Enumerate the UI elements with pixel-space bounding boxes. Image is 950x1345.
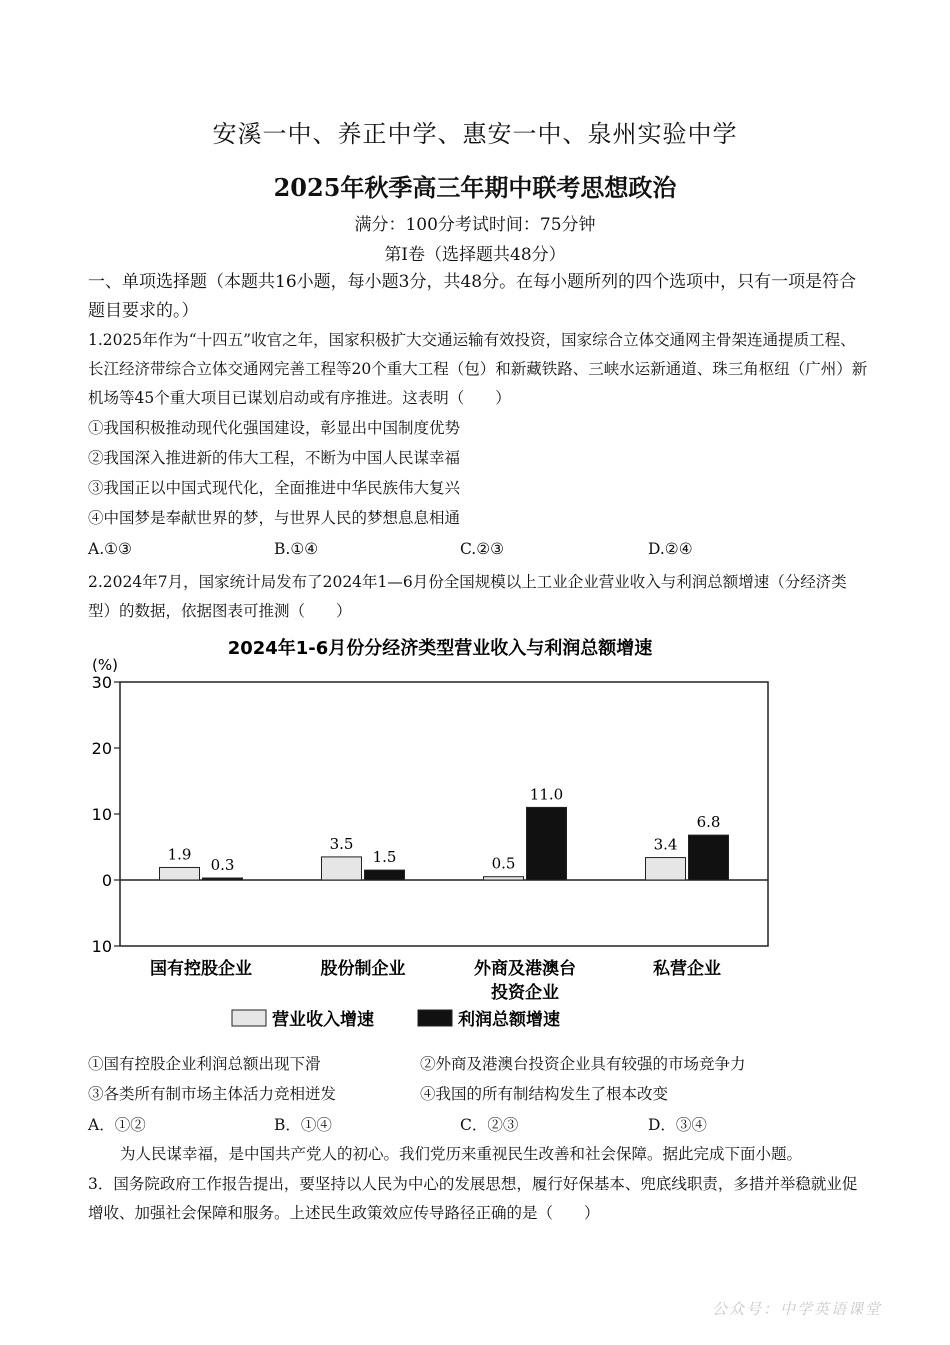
bar-value-label: 1.5 (372, 848, 397, 867)
bar-value-label: 1.9 (167, 845, 192, 864)
q2-statement-1: ①国有控股企业利润总额出现下滑 (88, 1055, 321, 1073)
chart-plot-frame (120, 682, 768, 946)
q1-option-d: D.②④ (648, 540, 693, 558)
profit-growth-bar (689, 835, 729, 880)
chart-category-label: 投资企业 (491, 983, 559, 1003)
q2-statement-3: ③各类所有制市场主体活力竞相迸发 (88, 1085, 337, 1103)
legend-label: 营业收入增速 (272, 1010, 374, 1030)
profit-growth-bar (365, 870, 405, 880)
q2-statement-2: ②外商及港澳台投资企业具有较强的市场竞争力 (420, 1055, 746, 1073)
q1-statement-1: ①我国积极推动现代化强国建设，彰显出中国制度优势 (88, 419, 461, 437)
bar-value-label: 0.3 (210, 856, 235, 875)
bar-value-label: 3.4 (653, 835, 678, 854)
q1-option-c: C.②③ (460, 540, 505, 558)
q1-statement-4: ④中国梦是奉献世界的梦，与世界人民的梦想息息相通 (88, 509, 461, 527)
exam-title: 2025年秋季高三年期中联考思想政治 (273, 173, 677, 202)
chart-title: 2024年1-6月份分经济类型营业收入与利润总额增速 (227, 638, 653, 659)
watermark: 公众号：中学英语课堂 (711, 1300, 882, 1318)
q1-option-a: A.①③ (88, 540, 132, 558)
chart-y-tick-label: 30 (91, 673, 112, 692)
q3-intro: 为人民谋幸福，是中国共产党人的初心。我们党历来重视民生改善和社会保障。据此完成下面小题。 (120, 1145, 803, 1163)
legend-label: 利润总额增速 (458, 1010, 560, 1030)
bar-value-label: 3.5 (329, 834, 354, 853)
revenue-growth-bar (484, 877, 524, 880)
q2-stem: 2.2024年7月，国家统计局发布了2024年1—6月份全国规模以上工业企业营业收入与利润总额增速（分经济类型）的数据，依据图表可推测（ ） (88, 573, 847, 620)
q2-option-c: C．②③ (460, 1116, 519, 1134)
q2-option-b: B．①④ (274, 1116, 332, 1134)
section-instruction: 一、单项选择题（本题共16小题，每小题3分，共48分。在每小题所列的四个选项中，只有一项是符合题目要求的。） (88, 272, 857, 321)
profit-growth-bar (203, 878, 243, 880)
q1-stem: 1.2025年作为“十四五”收官之年，国家积极扩大交通运输有效投资，国家综合立体交通网主骨架连通提质工程、长江经济带综合立体交通网完善工程等20个重大工程（包）和新藏铁路、三峡水运新通道、珠三角枢纽（广州）新机场等45个重大项目已谋划启动或有序推进。这表明（ ） (88, 331, 868, 407)
chart-category-label: 外商及港澳台 (474, 959, 576, 979)
bar-value-label: 0.5 (491, 854, 516, 873)
growth-bar-chart (80, 632, 800, 1042)
legend-swatch-profit (418, 1010, 452, 1026)
schools-title: 安溪一中、养正中学、惠安一中、泉州实验中学 (212, 120, 738, 148)
chart-y-tick-label: 10 (91, 937, 112, 956)
q1-option-b: B.①④ (274, 540, 319, 558)
chart-y-tick-label: 10 (91, 805, 112, 824)
revenue-growth-bar (322, 857, 362, 880)
chart-y-tick-label: 0 (101, 871, 112, 890)
q1-statement-3: ③我国正以中国式现代化，全面推进中华民族伟大复兴 (88, 479, 461, 497)
volume-label: 第Ⅰ卷（选择题共48分） (384, 245, 566, 265)
chart-y-unit: (%) (92, 656, 118, 674)
chart-category-label: 私营企业 (653, 959, 721, 979)
bar-value-label: 11.0 (529, 785, 564, 804)
q1-statement-2: ②我国深入推进新的伟大工程，不断为中国人民谋幸福 (88, 449, 461, 467)
q3-stem: 3．国务院政府工作报告提出，要坚持以人民为中心的发展思想，履行好保基本、兜底线职责，多措并举稳就业促增收、加强社会保障和服务。上述民生政策效应传导路径正确的是（ ） (88, 1175, 858, 1222)
q2-option-a: A．①② (88, 1116, 146, 1134)
bar-value-label: 6.8 (696, 813, 721, 832)
chart-y-tick-label: 20 (91, 739, 112, 758)
revenue-growth-bar (646, 858, 686, 880)
chart-category-label: 股份制企业 (320, 959, 406, 979)
legend-swatch-revenue (232, 1010, 266, 1026)
profit-growth-bar (527, 807, 567, 880)
q2-statement-4: ④我国的所有制结构发生了根本改变 (420, 1085, 669, 1103)
q2-option-d: D．③④ (648, 1116, 707, 1134)
score-time: 满分：100分考试时间：75分钟 (354, 215, 596, 235)
chart-category-label: 国有控股企业 (150, 959, 252, 979)
revenue-growth-bar (160, 867, 200, 880)
